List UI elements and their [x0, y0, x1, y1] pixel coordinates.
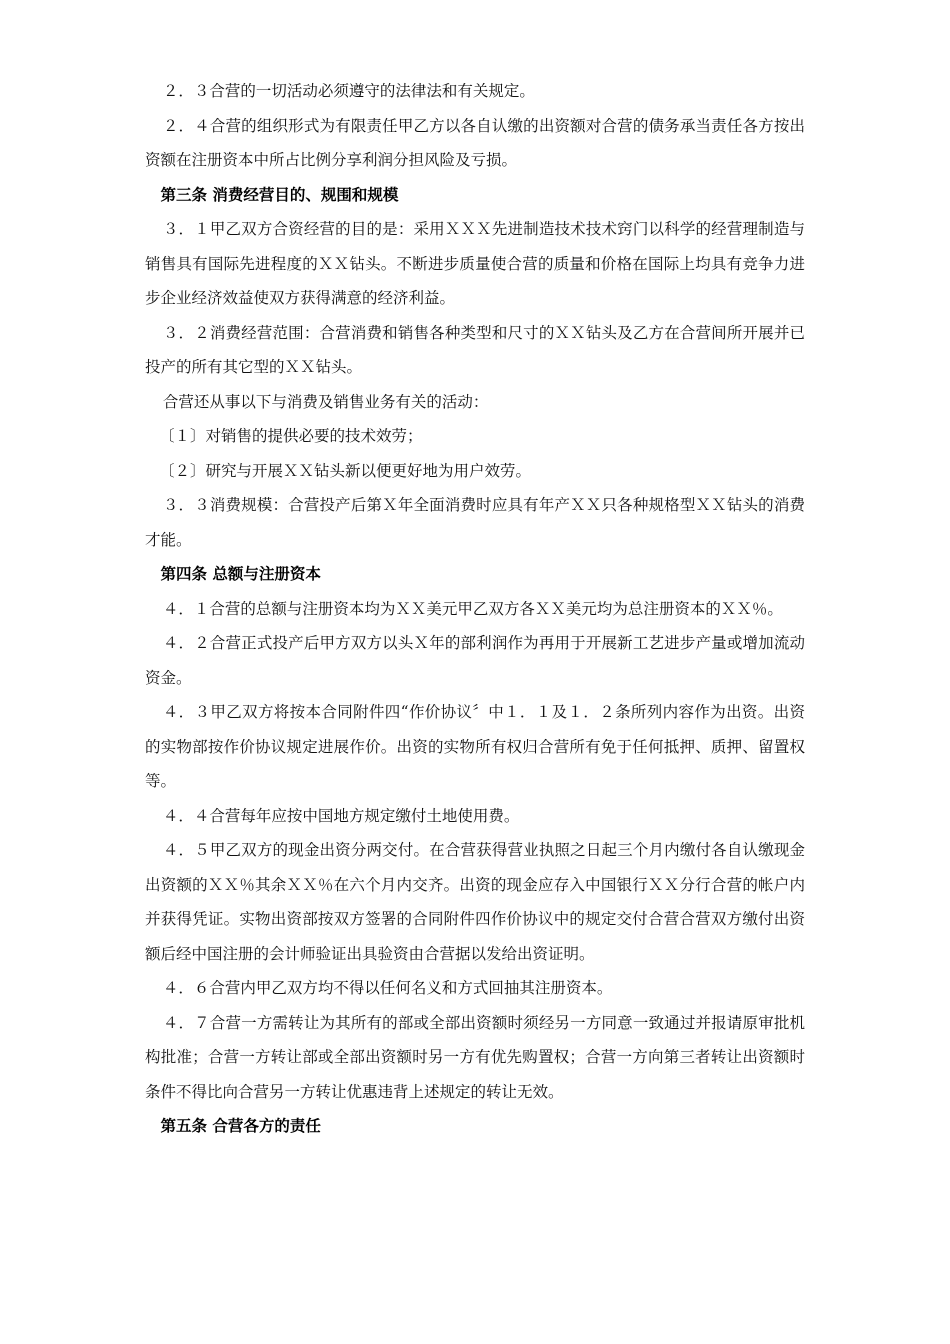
paragraph-4-5: ４．５甲乙双方的现金出资分两交付。在合营获得营业执照之日起三个月内缴付各自认缴现金出资额的ＸＸ％其余ＸＸ％在六个月内交齐。出资的现金应存入中国银行ＸＸ分行合营的帐户内并获得凭证。实物出资部按双方签署的合同附件四作价协议中的规定交付合营合营双方缴付出资额后经中国注册的会计师验证出具验资由合营据以发给出资证明。: [145, 841, 805, 963]
paragraph-4-7: ４．７合营一方需转让为其所有的部或全部出资额时须经另一方同意一致通过并报请原审批机构批准；合营一方转让部或全部出资额时另一方有优先购置权；合营一方向第三者转让出资额时条件不得比向合营另一方转让优惠违背上述规定的转让无效。: [145, 1013, 805, 1101]
paragraph-3-1: ３．１甲乙双方合资经营的目的是：采用ＸＸＸ先进制造技术技术窍门以科学的经营理制造与销售具有国际先进程度的ＸＸ钻头。不断进步质量使合营的质量和价格在国际上均具有竞争力进步企业经济效益使双方获得满意的经济利益。: [145, 220, 805, 307]
paragraph-4-6: ４．６合营内甲乙双方均不得以任何名义和方式回抽其注册资本。: [162, 979, 613, 997]
section-heading-3: 第三条 消费经营目的、规围和规模: [160, 185, 399, 204]
paragraph-4-4: ４．４合营每年应按中国地方规定缴付土地使用费。: [162, 806, 520, 825]
paragraph-related-activities: 合营还从事以下与消费及销售业务有关的活动：: [162, 392, 489, 411]
paragraph-2-3: ２．３合营的一切活动必须遵守的法律法和有关规定。: [162, 82, 535, 100]
paragraph-2-4: ２．４合营的组织形式为有限责任甲乙方以各自认缴的出资额对合营的债务承当责任各方按出资额在注册资本中所占比例分享利润分担风险及亏损。: [145, 116, 805, 169]
paragraph-4-2: ４．２合营正式投产后甲方双方以头Ｘ年的部利润作为再用于开展新工艺进步产量或增加流动资金。: [145, 634, 805, 687]
paragraph-3-3: ３．３消费规模：合营投产后第Ｘ年全面消费时应具有年产ＸＸ只各种规格型ＸＸ钻头的消费才能。: [145, 496, 805, 549]
section-heading-5: 第五条 合营各方的责任: [160, 1117, 321, 1135]
paragraph-4-1: ４．１合营的总额与注册资本均为ＸＸ美元甲乙双方各ＸＸ美元均为总注册资本的ＸＸ％。: [162, 599, 783, 618]
paragraph-3-2: ３．２消费经营范围：合营消费和销售各种类型和尺寸的ＸＸ钻头及乙方在合营间所开展并已投产的所有其它型的ＸＸ钻头。: [145, 323, 805, 376]
paragraph-4-3: ４．３甲乙双方将按本合同附件四“作价协议〞中１．１及１．２条所列内容作为出资。出资的实物部按作价协议规定进展作价。出资的实物所有权归合营所有免于任何抵押、质押、留置权等。: [145, 703, 805, 790]
list-item-1: 〔１〕对销售的提供必要的技术效劳；: [158, 427, 423, 445]
list-item-2: 〔２〕研究与开展ＸＸ钻头新以便更好地为用户效劳。: [158, 461, 531, 480]
section-heading-4: 第四条 总额与注册资本: [160, 565, 321, 583]
document-body: [145, 74, 805, 1144]
